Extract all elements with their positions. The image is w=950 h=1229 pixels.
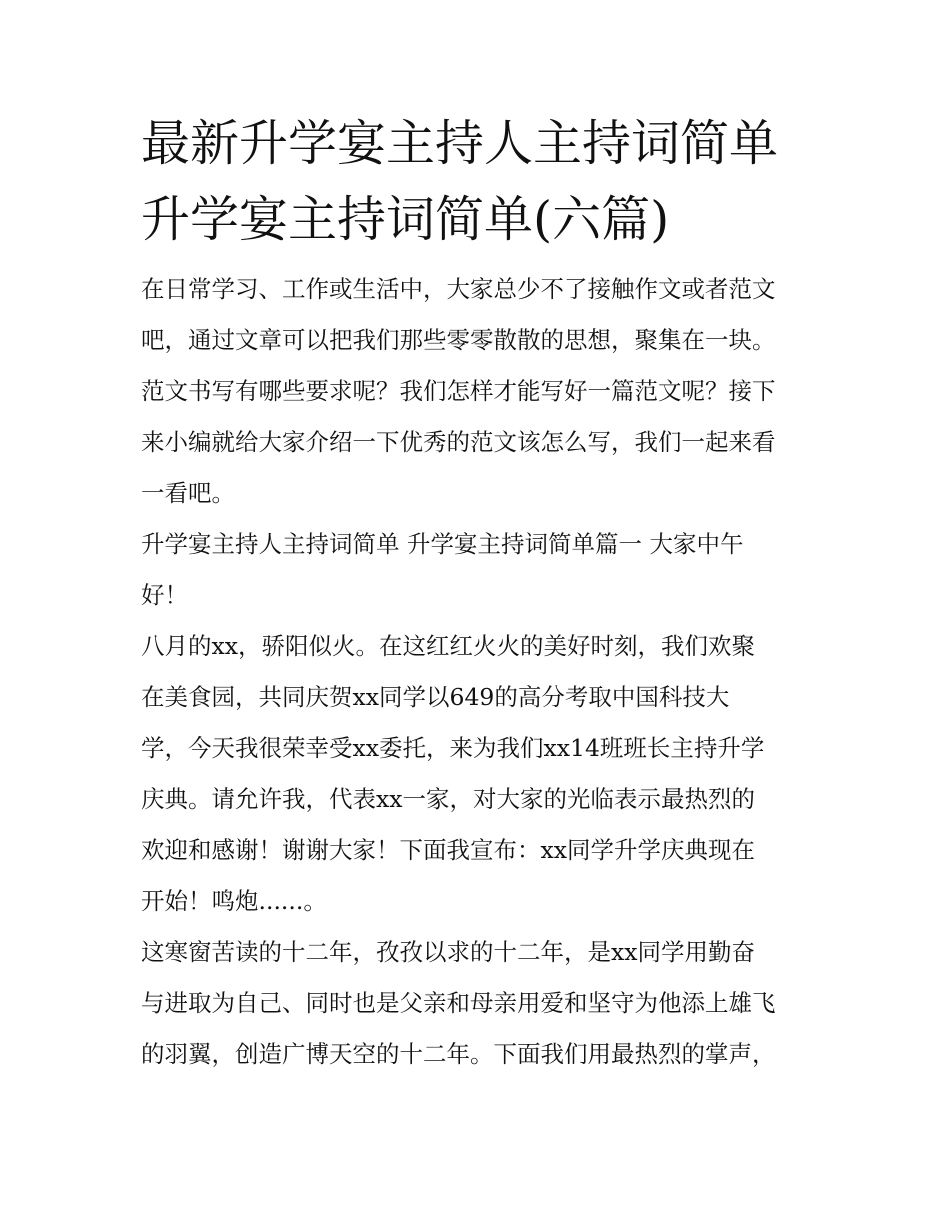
- body-line: 吧，通过文章可以把我们那些零零散散的思想，聚集在一块。: [141, 326, 776, 354]
- body-line: 八月的xx，骄阳似火。在这红红火火的美好时刻，我们欢聚: [141, 632, 756, 660]
- document-content: [141, 115, 816, 1080]
- body-line: 欢迎和感谢！谢谢大家！下面我宣布：xx同学升学庆典现在: [141, 836, 756, 864]
- body-line: 与进取为自己、同时也是父亲和母亲用爱和坚守为他添上雄飞: [141, 989, 776, 1017]
- body-line: 的羽翼，创造广博天空的十二年。下面我们用最热烈的掌声，: [141, 1040, 776, 1068]
- title-line: 升学宴主持词简单(六篇): [141, 191, 670, 248]
- body-line: 升学宴主持人主持词简单 升学宴主持词简单篇一 大家中午: [141, 530, 744, 558]
- body-line: 一看吧。: [141, 479, 235, 507]
- body-line: 学，今天我很荣幸受xx委托，来为我们xx14班班长主持升学: [141, 734, 765, 762]
- title-line: 最新升学宴主持人主持词简单: [141, 115, 779, 172]
- document-body: [141, 264, 816, 1080]
- body-line: 好！: [141, 581, 188, 609]
- body-line: 开始！鸣炮......。: [141, 887, 327, 915]
- body-line: 这寒窗苦读的十二年，孜孜以求的十二年，是xx同学用勤奋: [141, 938, 756, 966]
- document-title: [141, 115, 816, 248]
- body-line: 在美食园，共同庆贺xx同学以649的高分考取中国科技大: [141, 683, 730, 711]
- body-line: 在日常学习、工作或生活中，大家总少不了接触作文或者范文: [141, 275, 776, 303]
- body-line: 庆典。请允许我，代表xx一家，对大家的光临表示最热烈的: [141, 785, 756, 813]
- body-line: 来小编就给大家介绍一下优秀的范文该怎么写，我们一起来看: [141, 428, 776, 456]
- body-line: 范文书写有哪些要求呢？我们怎样才能写好一篇范文呢？接下: [141, 377, 776, 405]
